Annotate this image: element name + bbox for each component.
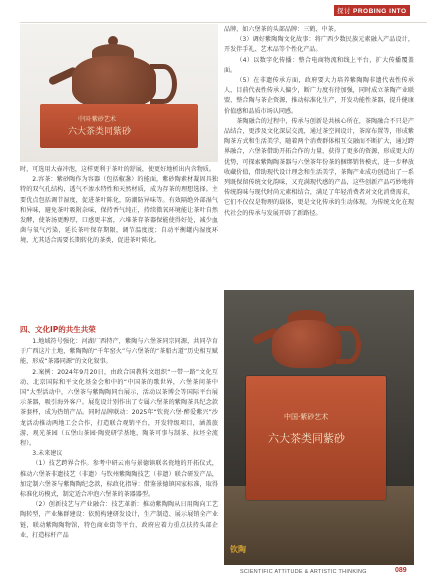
- section-tag-en: PROBING INTO: [353, 8, 407, 15]
- journal-name: SCIENTIFIC ATTITUDE & ARTISTIC THINKING: [240, 569, 367, 575]
- box-text-line2: 六大茶类同紫砂: [68, 127, 132, 137]
- paragraph: 2.容茶：紫砂陶作为容器（包括椒盏）的能面，紫砂陶素材凝固具独特的双气孔结构，透气不渗水特性和天然材质，成为存茶的理想选择。主要优点包括调节湿度，促进茶叶陈化，防潮防异味等。有效隔绝外部湿气和异味，避免茶叶吸附杂味，保持香气纯正，持续微氧环境能让茶叶自然发酵，使茶汤更醇厚，口感更丰富，六堆茶存茶器保能使得好处，减少血菌与氧气污染，延长茶叶保存期限，调节温度度；自动平衡罐内湿度环境，尤其适合需要长期转化的茶类，促进茶叶陈化。: [20, 176, 218, 245]
- paragraph: （3）调好紫陶陶文化故事：将广西少数民族元素融入产品设计，开发伴手礼、艺术品等个性化产品。: [224, 36, 414, 54]
- paragraph: （5）在非遗传承方面，政府要大力培养紫陶陶非遗代表性传承人，目前代表性传承人偏少，断广力度有待加强，同时成立茶陶产业联盟，整合陶与茶企资源，推动标准化生产，开发功能性茶器，提升健康价值感和品质市场认同感。: [224, 77, 414, 115]
- paragraph: 茶陶融合的过程中，传承与创新是共核心所在，茶陶融合不只是产品结合，更涉及文化深层交流，通过茶空间设计，茶席布置等，形成紫陶茶方式和生活美学，随着两个消费群体相互交融而不断扩大，通过跨界融合，六堡茶借助开拓合作的力量，获得了更多的资源，形成更大的优势，可探索紫陶陶茶器与六堡茶年份茶的捆绑销售模式，进一步释放收藏价值，借助现代设计理念和生活美学，茶陶产业成功创造出了一系列既保留传统文化韵味，又充满现代感的产品，这些创新产品巧妙地将传统韵味与现代时尚元素相结合，满足了年轻消费者对文化消费需求，它们不仅仅是物理的载体，更是文化传承的生动体现，为传统文化在现代社会的传承与发展开辟了新路径。: [224, 117, 414, 217]
- paragraph: （1）技艺跨界合作。参考中研云南与景德镇联名瓷地的开拓仪式，推动六堡茶非遗技艺（非遗）与钦州紫陶陶技艺（非遗）联合研发产品，加定制六堡茶与紫陶陶纪念款，标政化指导：借鉴景德镇国家标准，取得标准化坊模式，制定适合冲泡六堡茶的茶器器型。: [20, 460, 218, 499]
- paragraph: 品牌，如六堡茶的头部品牌：三鹤、中茶。: [224, 26, 340, 33]
- section-heading: 四、文化IP的共生共荣: [20, 325, 96, 334]
- paragraph: 时，可选用大壶冲泡，这样更利于茶叶的舒展，使更好地析出内含物质。: [20, 166, 215, 173]
- box-text-line2: 六大茶类同紫砂: [268, 432, 345, 445]
- left-column-bottom: [20, 337, 218, 541]
- teapot-photo: [20, 24, 218, 162]
- page-number: 089: [395, 567, 407, 574]
- tea-set-photo: [224, 290, 414, 565]
- left-column-top: [20, 165, 218, 247]
- paragraph: 2.案例：2024年9月20日，由政合国教科文组织“一带一路”文化互动、北京国际和平文化基金会和中的“中国茶的歌世界，六堡茶问茶中国”大型活动中，六堡茶与紫陶陶同台展示，活动以茶博会等国际平台展示茶器，吸引海外客户。展览设计别作出了专属六堡茶的紫陶茶具纪念款茶套杯，成为热销产品。同时品牌联动：2025年“钦瓷六堡·醉爱紫兴”沙龙活动推动两地工会合作，打造联合观销平台，开发特级项目，涵盖旅游、观光茶园（五堡山茶园·陶瓷研学基地、陶茶可事与制茶、拉坯全流程）。: [20, 368, 218, 448]
- section-tag-cn: 探讨: [337, 7, 351, 15]
- header-rule: [20, 22, 427, 23]
- paragraph: （4）以数字化传播：整合电商物流和线上平台，扩大传播覆盖面。: [224, 56, 414, 74]
- box-text-line1: 中国·紫砂艺术: [78, 116, 116, 123]
- right-column: [224, 25, 414, 219]
- brand-logo: 钦陶: [230, 545, 246, 554]
- paragraph: 1.地域符号强化：河湖厂西特产，紫陶与六堡茶同宗同源，共同孕育于广西这片土地，紫陶陶的“千年窑火”与六堡茶的“茶船古道”历史相互赋能，形成“茶器同源”的文化叙事。: [20, 338, 218, 366]
- section-tag: [334, 5, 410, 16]
- paragraph: （2）创新技艺与产业融合：技艺革新：推动紫陶陶从日用陶向工艺陶转型，产业集群建设：依照构建研发设计，生产制造、展示展销全产业链，联动紫陶陶物馆，特色商业街等平台，政府应着力重点扶持头部企业，打造标杆产品: [20, 501, 218, 539]
- box-text-line1: 中国·紫砂艺术: [284, 413, 329, 421]
- paragraph: 3.未来建议: [32, 450, 63, 458]
